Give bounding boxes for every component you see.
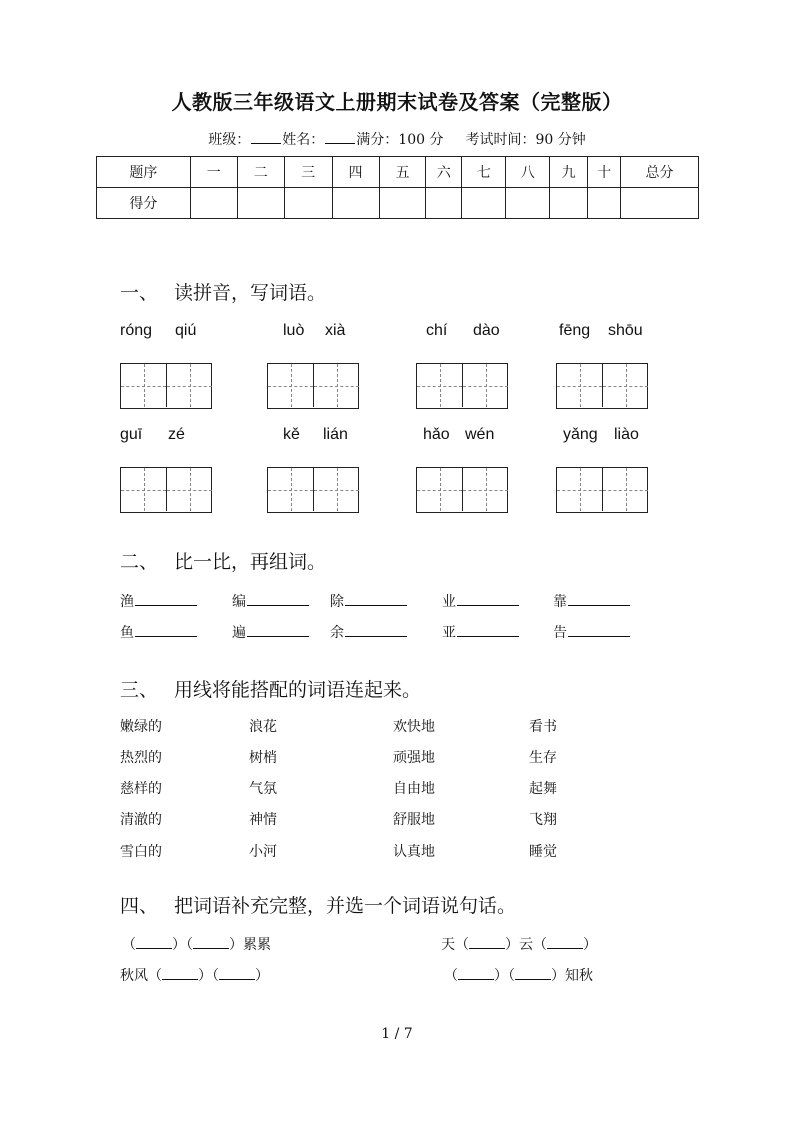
idiom-item: 天（ ）云（ ） xyxy=(441,937,597,953)
answer-blank[interactable] xyxy=(568,593,630,606)
pinyin-syllable: liào xyxy=(614,426,639,443)
answer-blank[interactable] xyxy=(345,624,407,637)
header-cell: 九 xyxy=(550,157,588,188)
pinyin-syllable: yǎng xyxy=(563,426,598,443)
pinyin-syllable: xià xyxy=(325,322,346,339)
answer-blank[interactable] xyxy=(457,624,519,637)
match-word-left[interactable]: 雪白的 xyxy=(120,844,162,860)
match-word-left[interactable]: 热烈的 xyxy=(120,750,162,766)
pinyin-syllable: róng xyxy=(120,322,153,339)
idiom-fixed-text: 累累 xyxy=(243,937,271,953)
idiom-item: （ ）（ ）知秋 xyxy=(444,968,593,984)
page-title: 人教版三年级语文上册期末试卷及答案（完整版） xyxy=(171,90,623,114)
answer-blank[interactable] xyxy=(136,938,172,949)
match-word-right[interactable]: 起舞 xyxy=(529,781,557,797)
compare-item xyxy=(232,591,309,611)
match-word-right[interactable]: 飞翔 xyxy=(529,812,557,828)
compare-char: 遍 xyxy=(232,625,246,641)
score-cell[interactable] xyxy=(588,188,621,219)
idiom-item: 秋风（ ）（ ） xyxy=(120,968,269,984)
compare-item xyxy=(442,622,519,642)
score-cell[interactable] xyxy=(379,188,426,219)
writing-grid[interactable] xyxy=(267,363,359,409)
score-cell[interactable] xyxy=(332,188,379,219)
answer-blank[interactable] xyxy=(135,624,197,637)
header-cell: 三 xyxy=(284,157,332,188)
idiom-fixed-text: 云 xyxy=(519,937,533,953)
compare-item xyxy=(330,591,407,611)
match-word-right[interactable]: 气氛 xyxy=(249,781,277,797)
header-cell: 总分 xyxy=(621,157,699,188)
section-title: 比一比，再组词。 xyxy=(174,551,327,573)
compare-char: 业 xyxy=(442,594,456,610)
compare-item xyxy=(553,591,630,611)
section-title: 用线将能搭配的词语连起来。 xyxy=(174,679,422,701)
writing-grid[interactable] xyxy=(556,363,648,409)
answer-blank[interactable] xyxy=(193,938,229,949)
header-cell: 四 xyxy=(332,157,379,188)
idiom-fixed-text: 知秋 xyxy=(565,968,593,984)
compare-char: 渔 xyxy=(120,594,134,610)
header-cell: 七 xyxy=(462,157,506,188)
compare-char: 亚 xyxy=(442,625,456,641)
answer-blank[interactable] xyxy=(515,969,551,980)
match-word-right[interactable]: 看书 xyxy=(529,719,557,735)
answer-blank[interactable] xyxy=(568,624,630,637)
writing-grid[interactable] xyxy=(416,363,508,409)
compare-char: 鱼 xyxy=(120,625,134,641)
answer-blank[interactable] xyxy=(469,938,505,949)
answer-blank[interactable] xyxy=(219,969,255,980)
match-word-left[interactable]: 顽强地 xyxy=(393,750,435,766)
compare-char: 余 xyxy=(330,625,344,641)
match-word-left[interactable]: 自由地 xyxy=(393,781,435,797)
section-number: 二、 xyxy=(120,551,159,573)
page-number: 1 / 7 xyxy=(381,1026,413,1042)
compare-char: 靠 xyxy=(553,594,567,610)
section-2-heading xyxy=(120,547,326,574)
compare-item xyxy=(232,622,309,642)
score-cell[interactable] xyxy=(621,188,699,219)
writing-grid[interactable] xyxy=(120,363,212,409)
score-table xyxy=(96,156,699,219)
score-table-header-row xyxy=(97,157,699,188)
pinyin-syllable: kě xyxy=(283,426,300,443)
score-cell[interactable] xyxy=(506,188,550,219)
compare-char: 除 xyxy=(330,594,344,610)
answer-blank[interactable] xyxy=(458,969,494,980)
answer-blank[interactable] xyxy=(247,624,309,637)
pinyin-syllable: zé xyxy=(168,426,185,443)
exam-time: 考试时间：90 分钟 xyxy=(465,132,586,148)
full-marks: 满分：100 分 xyxy=(356,132,444,148)
compare-item xyxy=(120,591,197,611)
score-cell[interactable] xyxy=(190,188,237,219)
score-cell[interactable] xyxy=(284,188,332,219)
name-label: 姓名： xyxy=(282,132,325,148)
compare-item xyxy=(553,622,630,642)
writing-grid[interactable] xyxy=(556,467,648,513)
section-3-heading xyxy=(120,675,421,702)
compare-char: 告 xyxy=(553,625,567,641)
answer-blank[interactable] xyxy=(135,593,197,606)
idiom-fixed-text: 天 xyxy=(441,937,455,953)
idiom-item: （ ）（ ）累累 xyxy=(122,937,271,953)
answer-blank[interactable] xyxy=(162,969,198,980)
score-table-score-row xyxy=(97,188,699,219)
pinyin-syllable: guī xyxy=(120,426,143,443)
writing-grid[interactable] xyxy=(267,467,359,513)
pinyin-syllable: wén xyxy=(465,426,495,443)
compare-item xyxy=(442,591,519,611)
match-word-left[interactable]: 舒服地 xyxy=(393,812,435,828)
score-cell[interactable] xyxy=(462,188,506,219)
answer-blank[interactable] xyxy=(247,593,309,606)
pinyin-syllable: fēng xyxy=(559,322,591,339)
section-title: 读拼音，写词语。 xyxy=(174,282,327,304)
section-number: 一、 xyxy=(120,282,159,304)
score-cell[interactable] xyxy=(237,188,284,219)
header-cell: 二 xyxy=(237,157,284,188)
match-word-left[interactable]: 欢快地 xyxy=(393,719,435,735)
idiom-fixed-text: 秋风 xyxy=(120,968,148,984)
class-blank xyxy=(251,131,281,144)
match-word-left[interactable]: 慈样的 xyxy=(120,781,162,797)
header-cell: 五 xyxy=(379,157,426,188)
match-word-right[interactable]: 浪花 xyxy=(249,719,277,735)
match-word-left[interactable]: 嫩绿的 xyxy=(120,719,162,735)
section-1-heading xyxy=(120,278,326,305)
pinyin-syllable: qiú xyxy=(175,322,197,339)
writing-grid[interactable] xyxy=(120,467,212,513)
header-cell: 六 xyxy=(426,157,462,188)
score-cell[interactable] xyxy=(426,188,462,219)
section-number: 四、 xyxy=(120,895,159,917)
pinyin-syllable: luò xyxy=(283,322,305,339)
compare-char: 编 xyxy=(232,594,246,610)
header-cell: 十 xyxy=(588,157,621,188)
exam-info-line xyxy=(0,129,794,149)
section-title: 把词语补充完整，并选一个词语说句话。 xyxy=(174,895,517,917)
section-4-heading xyxy=(120,891,516,918)
header-cell: 题序 xyxy=(97,157,191,188)
pinyin-syllable: dào xyxy=(473,322,500,339)
match-word-right[interactable]: 睡觉 xyxy=(529,844,557,860)
pinyin-syllable: hǎo xyxy=(423,426,450,443)
pinyin-syllable: chí xyxy=(426,322,448,339)
match-word-left[interactable]: 认真地 xyxy=(393,844,435,860)
pinyin-syllable: shōu xyxy=(608,322,643,339)
writing-grid[interactable] xyxy=(416,467,508,513)
class-label: 班级： xyxy=(208,132,251,148)
row-label: 得分 xyxy=(97,188,191,219)
header-cell: 八 xyxy=(506,157,550,188)
section-number: 三、 xyxy=(120,679,159,701)
match-word-right[interactable]: 小河 xyxy=(249,844,277,860)
match-word-right[interactable]: 生存 xyxy=(529,750,557,766)
match-word-right[interactable]: 树梢 xyxy=(249,750,277,766)
score-cell[interactable] xyxy=(550,188,588,219)
match-word-left[interactable]: 清澈的 xyxy=(120,812,162,828)
answer-blank[interactable] xyxy=(547,938,583,949)
header-cell: 一 xyxy=(190,157,237,188)
pinyin-syllable: lián xyxy=(323,426,348,443)
match-word-right[interactable]: 神情 xyxy=(249,812,277,828)
answer-blank[interactable] xyxy=(457,593,519,606)
compare-item xyxy=(120,622,197,642)
name-blank xyxy=(325,131,355,144)
answer-blank[interactable] xyxy=(345,593,407,606)
compare-item xyxy=(330,622,407,642)
